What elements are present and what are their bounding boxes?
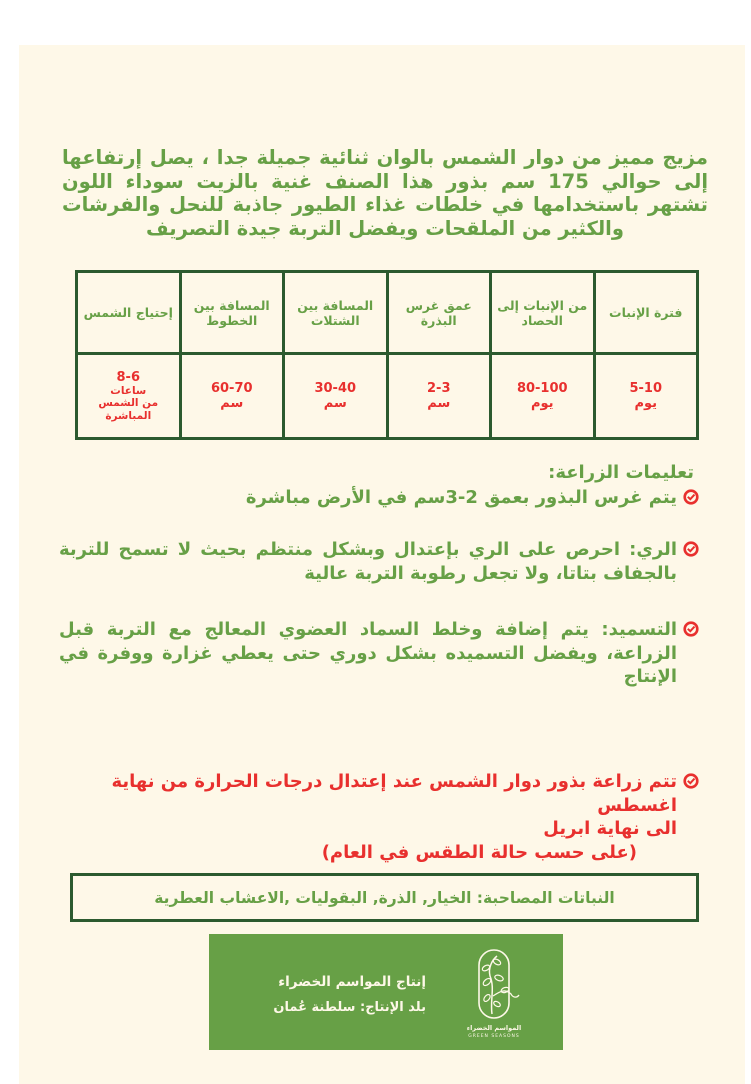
header-plant-spacing: المسافة بين الشتلات bbox=[284, 272, 388, 354]
header-sun-requirement: إحتياج الشمس bbox=[77, 272, 181, 354]
value-main: 2-3 bbox=[427, 381, 451, 397]
companion-plants-box bbox=[70, 873, 699, 922]
value-main: 8-6 bbox=[116, 369, 140, 385]
value-main: 5-10 bbox=[629, 381, 663, 397]
logo-arabic-text: المواسم الخضراء bbox=[466, 1024, 522, 1032]
instruction-item-irrigation bbox=[59, 538, 699, 585]
season-line-1: تتم زراعة بذور دوار الشمس عند إعتدال درجات الحرارة من نهاية اغسطس bbox=[111, 771, 677, 816]
header-seed-depth: عمق غرس البذرة bbox=[387, 272, 491, 354]
value-unit: يوم bbox=[530, 396, 554, 412]
instruction-text: الري: احرص على الري بإعتدال وبشكل منتظم بحيث لا تسمح للتربة بالجفاف بتاتا، ولا تجعل رطوبة التربة عالية bbox=[59, 539, 677, 584]
header-germination-period: فترة الإنبات bbox=[594, 272, 698, 354]
specs-value-row bbox=[77, 354, 698, 439]
value-unit: يوم bbox=[634, 396, 658, 412]
value-unit: سم bbox=[220, 396, 244, 412]
value-seed-depth bbox=[387, 354, 491, 439]
check-circle-icon bbox=[683, 773, 699, 789]
logo-english-text: GREEN SEASONS bbox=[468, 1034, 520, 1039]
instruction-text: التسميد: يتم إضافة وخلط السماد العضوي المعالج مع التربة قبل الزراعة، ويفضل التسميده بشكل دوري حتى يعطي غزارة ووفرة في الإنتاج bbox=[59, 619, 677, 687]
season-line-2: الى نهاية ابريل bbox=[543, 818, 677, 839]
value-main: 30-40 bbox=[314, 381, 357, 397]
value-main: 80-100 bbox=[516, 381, 568, 397]
instruction-item-fertilizing bbox=[59, 618, 699, 689]
companion-plants-text: النباتات المصاحبة: الخيار, الذرة, البقوليات ,الاعشاب العطرية bbox=[154, 888, 615, 907]
brand-banner bbox=[209, 934, 563, 1050]
intro-paragraph: مزيج مميز من دوار الشمس بالوان ثنائية جميلة جدا ، يصل إرتفاعها إلى حوالي 175 سم بذور هذا الصنف غنية بالزيت سوداء اللون تشتهر باستخدامها في خلطات غذاء الطيور جاذبة للنحل والفرشات والكثير من الملقحات ويفضل التربة جيدة التصريف bbox=[62, 146, 709, 240]
value-note: من الشمس المباشرة bbox=[98, 397, 159, 422]
header-row-spacing: المسافة بين الخطوط bbox=[180, 272, 284, 354]
producer-name: إنتاج المواسم الخضراء bbox=[278, 974, 426, 990]
instructions-title: تعليمات الزراعة: bbox=[548, 462, 694, 483]
season-line-3: (على حسب حالة الطقس في العام) bbox=[321, 841, 637, 863]
specs-table bbox=[75, 270, 699, 440]
check-circle-icon bbox=[683, 621, 699, 637]
value-unit: ساعات bbox=[110, 384, 147, 397]
value-germination-to-harvest bbox=[491, 354, 595, 439]
value-sun-requirement bbox=[77, 354, 181, 439]
brand-logo bbox=[459, 948, 529, 1042]
leaf-branch-logo-icon bbox=[459, 948, 529, 1022]
value-unit: سم bbox=[323, 396, 347, 412]
value-main: 60-70 bbox=[210, 381, 253, 397]
value-germination-period bbox=[594, 354, 698, 439]
instruction-item-sowing bbox=[199, 486, 699, 510]
value-unit: سم bbox=[427, 396, 451, 412]
country-of-origin: بلد الإنتاج: سلطنة عُمان bbox=[273, 1000, 426, 1015]
header-germination-to-harvest: من الإنبات إلى الحصاد bbox=[491, 272, 595, 354]
check-circle-icon bbox=[683, 489, 699, 505]
planting-season-note bbox=[59, 770, 699, 864]
check-circle-icon bbox=[683, 541, 699, 557]
value-row-spacing bbox=[180, 354, 284, 439]
specs-header-row bbox=[77, 272, 698, 354]
instruction-text: يتم غرس البذور بعمق 2-3سم في الأرض مباشرة bbox=[245, 487, 677, 508]
value-plant-spacing bbox=[284, 354, 388, 439]
